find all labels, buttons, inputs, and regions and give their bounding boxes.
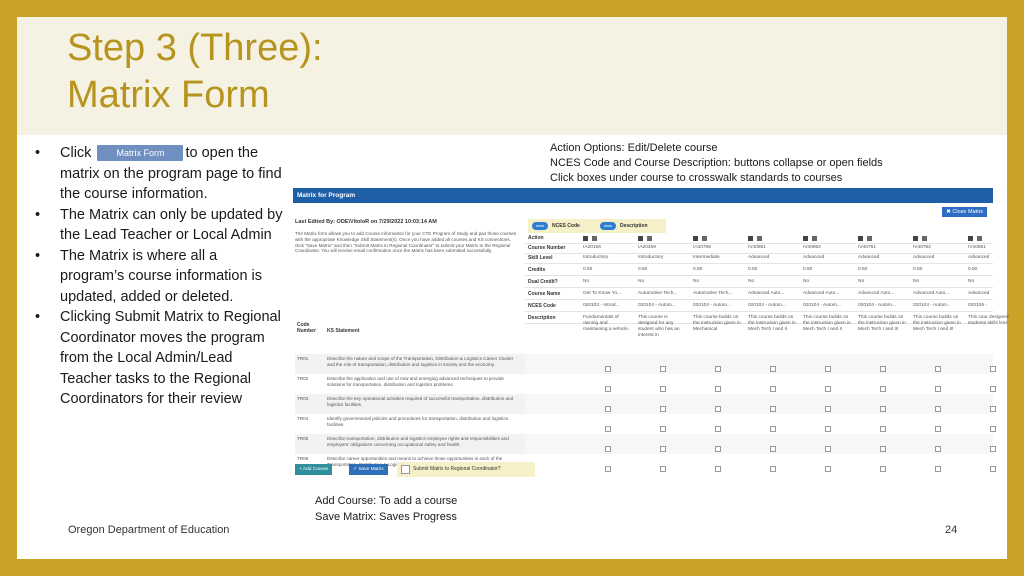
crosswalk-checkbox[interactable] [715,406,721,412]
ks-statement: Describe the nature and scope of the Transportation, Distribution & Logistics Career Cluster and the role of transportation, distribution and logistics in society and the economy. [327,356,514,367]
course-dual: No [803,279,810,284]
course-nces: 020104 - Autom... [913,303,951,308]
course-number: IV40861 [968,245,986,250]
course-dual: No [638,279,645,284]
crosswalk-checkbox[interactable] [880,406,886,412]
course-nces: 020104 - Autom... [638,303,676,308]
course-credits: 0.50 [583,267,593,272]
crosswalk-row [525,414,993,434]
course-credits: 0.50 [748,267,758,272]
slide-title [67,25,323,119]
course-dual: No [858,279,865,284]
crosswalk-checkbox[interactable] [770,366,776,372]
course-level: Intermediate [693,255,720,260]
row-label: Dual Credit? [528,279,558,285]
row-divider [525,253,993,254]
crosswalk-checkbox[interactable] [605,406,611,412]
slide [17,17,1007,559]
ks-row [295,434,525,454]
bullet-list [33,143,283,410]
course-desc: This course builds on the instruction given in Mechanical [693,315,741,332]
description-toggle[interactable]: show [600,222,616,230]
course-desc: This cour designed students skills lear [968,315,1009,326]
course-number: IA20156 [583,245,601,250]
last-edited-text: Last Edited By: ODE\VitoloR on 7/29/2022 10:03:14 AM [295,219,437,225]
crosswalk-checkbox[interactable] [825,406,831,412]
course-credits: 0.50 [803,267,813,272]
crosswalk-checkbox[interactable] [660,466,666,472]
course-dual: No [913,279,920,284]
course-nces: 020103 - Introd... [583,303,620,308]
bullet-4: • Clicking Submit Matrix to Regional Coordinator moves the program from the Local Admin/Lead Teacher tasks to the Regional Coordinators for their review [33,307,283,410]
ks-statement: Identify governmental policies and procedures for transportation, distribution and logistics facilities. [327,416,509,427]
crosswalk-checkbox[interactable] [605,386,611,392]
delete-icon[interactable] [592,236,597,241]
crosswalk-checkbox[interactable] [660,386,666,392]
course-name: Advanced Auto... [858,291,895,296]
matrix-form-button[interactable]: Matrix Form [97,145,183,161]
course-number: IV40762 [913,245,931,250]
description-toggle-label: Description [620,223,648,229]
crosswalk-checkbox[interactable] [990,446,996,452]
course-desc: This course builds on the instruction given in Mech Tech I and III [858,315,906,332]
delete-icon[interactable] [812,236,817,241]
delete-icon[interactable] [922,236,927,241]
crosswalk-checkbox[interactable] [605,446,611,452]
course-number: IA20459 [638,245,656,250]
crosswalk-checkbox[interactable] [770,386,776,392]
course-name: Automotive Tech... [638,291,678,296]
note-save-matrix: Save Matrix: Saves Progress [315,510,457,523]
row-divider [525,299,993,300]
crosswalk-checkbox[interactable] [605,466,611,472]
crosswalk-checkbox[interactable] [770,466,776,472]
course-name: Advanced Auto... [803,291,840,296]
course-desc: Fundamentals of owning and maintaining a vehicle. [583,315,630,332]
course-desc: This course builds on the instruction given in Mech Tech I and II [748,315,796,332]
matrix-title-bar: Matrix for Program [293,188,993,203]
course-credits: 0.50 [638,267,648,272]
intro-text: The Matrix form allows you to add Course information for your CTE Program of Study and pair those courses with the appropriate Knowledge Skill Statement(s). Once you have added all courses and KS connections, click "Save Matrix" and then "Submit Matrix to Regional Coordinator" to submit your Matrix to the Regional Coordinator. You will receive email confirmation once the Matrix has been submitted successfully. [295,231,517,254]
course-level: Introductory [638,255,664,260]
delete-icon[interactable] [867,236,872,241]
crosswalk-checkbox[interactable] [880,466,886,472]
edit-icon[interactable] [693,236,698,241]
ks-row [295,414,525,434]
crosswalk-checkbox[interactable] [715,366,721,372]
course-level: Advanced [748,255,770,260]
note-action-options: Action Options: Edit/Delete course [550,142,718,154]
title-line-1: Step 3 (Three): [67,27,323,69]
ks-code: TR06 [297,456,309,461]
crosswalk-checkbox[interactable] [935,406,941,412]
edit-icon[interactable] [968,236,973,241]
crosswalk-checkbox[interactable] [990,386,996,392]
crosswalk-checkbox[interactable] [935,366,941,372]
edit-icon[interactable] [803,236,808,241]
crosswalk-checkbox[interactable] [605,366,611,372]
crosswalk-checkbox[interactable] [825,466,831,472]
course-level: Advanced [913,255,935,260]
course-number: IA30768 [693,245,711,250]
ks-statement: Describe career opportunities and means to achieve those opportunities in each of the Transportation, [327,456,503,467]
course-dual: No [968,279,975,284]
ks-code: TR03 [297,396,309,401]
crosswalk-checkbox[interactable] [770,446,776,452]
course-nces: 020104 - Autom... [748,303,786,308]
note-click-boxes: Click boxes under course to crosswalk standards to courses [550,172,843,184]
bullet-1-pre: Click [60,145,92,161]
row-divider [525,275,993,276]
crosswalk-checkbox[interactable] [880,366,886,372]
course-number: IV40761 [858,245,876,250]
course-desc: This course is designed for any student who has an interest in [638,315,680,338]
crosswalk-checkbox[interactable] [935,466,941,472]
edit-icon[interactable] [858,236,863,241]
column-toggles [528,219,666,233]
bullet-1-post: to open the matrix on the program page to find the course information. [60,145,282,202]
course-desc: This course builds on the instruction given in Mech Tech I and II [803,315,851,332]
course-name: Advanced Auto... [748,291,785,296]
crosswalk-checkbox[interactable] [990,466,996,472]
bullet-1 [33,143,283,205]
course-nces: 020104 - Autom... [693,303,731,308]
course-dual: No [748,279,755,284]
course-level: Advanced [803,255,825,260]
crosswalk-checkbox[interactable] [715,466,721,472]
course-name: Get To Know Yo... [583,291,622,296]
submit-matrix-label: Submit Matrix to Regional Coordinator? [413,466,501,472]
crosswalk-checkbox[interactable] [935,426,941,432]
row-divider [525,263,993,264]
course-credits: 0.50 [858,267,868,272]
course-dual: No [583,279,590,284]
crosswalk-row [525,354,993,374]
edit-icon[interactable] [638,236,643,241]
course-number: IV40861 [748,245,766,250]
row-label: NCES Code [528,303,556,309]
row-label: Course Number [528,245,566,251]
crosswalk-row [525,434,993,454]
ks-row [295,354,525,374]
ks-code: TR04 [297,416,309,421]
course-level: Advanced [858,255,880,260]
edit-icon[interactable] [583,236,588,241]
nces-toggle-label: NCES Code [552,223,580,229]
title-band [17,17,1007,135]
title-line-2: Matrix Form [67,74,270,116]
crosswalk-checkbox[interactable] [880,446,886,452]
ks-header-statement: KS Statement [327,328,360,334]
crosswalk-checkbox[interactable] [880,426,886,432]
crosswalk-checkbox[interactable] [825,426,831,432]
ks-row [295,394,525,414]
row-label: Skill Level [528,255,553,261]
course-name: Automotive Tech... [693,291,733,296]
course-dual: No [693,279,700,284]
course-credits: 0.50 [913,267,923,272]
row-divider [525,287,993,288]
close-matrix-button[interactable]: ✖ Close Matrix [942,207,987,217]
course-name: Advanced Auto... [913,291,950,296]
crosswalk-checkbox[interactable] [770,406,776,412]
add-course-button[interactable]: + Add Course [295,464,332,475]
save-matrix-button[interactable]: ✓ Save Matrix [349,464,388,475]
crosswalk-row [525,394,993,414]
nces-toggle[interactable]: show [532,222,548,230]
course-number: IV40862 [803,245,821,250]
notes-bottom [315,494,457,525]
course-name: Advanced [968,291,990,296]
edit-icon[interactable] [913,236,918,241]
course-level: Introductory [583,255,609,260]
row-label: Description [528,315,556,321]
crosswalk-checkbox[interactable] [715,386,721,392]
crosswalk-checkbox[interactable] [990,366,996,372]
crosswalk-checkbox[interactable] [660,446,666,452]
crosswalk-checkbox[interactable] [935,386,941,392]
row-divider [525,311,993,312]
bullet-2: • The Matrix can only be updated by the Lead Teacher or Local Admin [33,205,283,246]
page-number: 24 [945,524,958,536]
crosswalk-checkbox[interactable] [990,406,996,412]
crosswalk-checkbox[interactable] [825,366,831,372]
crosswalk-checkbox[interactable] [660,426,666,432]
crosswalk-checkbox[interactable] [660,366,666,372]
crosswalk-checkbox[interactable] [825,446,831,452]
crosswalk-checkbox[interactable] [605,426,611,432]
ks-statement: Describe the application and use of new and emerging advanced techniques to provide solutions for transportation, distribution and logistics problems. [327,376,504,387]
notes-top [550,141,883,186]
edit-icon[interactable] [748,236,753,241]
row-label: Course Name [528,291,561,297]
course-nces: 020106 - [968,303,987,308]
ks-row [295,374,525,394]
ks-code: TR01 [297,356,309,361]
ks-code: TR05 [297,436,309,441]
bullet-3: • The Matrix is where all a program’s course information is updated, added or deleted. [33,246,283,308]
crosswalk-checkbox[interactable] [715,446,721,452]
delete-icon[interactable] [702,236,707,241]
row-divider [525,243,993,244]
submit-matrix-checkbox[interactable] [401,465,410,474]
delete-icon[interactable] [977,236,982,241]
course-credits: 0.50 [968,267,978,272]
ks-code: TR02 [297,376,309,381]
footer-organization: Oregon Department of Education [68,524,230,536]
crosswalk-checkbox[interactable] [825,386,831,392]
crosswalk-checkbox[interactable] [990,426,996,432]
crosswalk-checkbox[interactable] [935,446,941,452]
matrix-screenshot [293,188,1009,484]
note-add-course: Add Course: To add a course [315,495,458,507]
row-label: Action [528,235,544,241]
submit-matrix-option [397,462,535,477]
note-nces-description: NCES Code and Course Description: buttons collapse or open fields [550,157,883,169]
course-desc: This course builds on the instruction given in Mech Tech I and III [913,315,961,332]
ks-statement: Describe transportation, distribution and logistics employee rights and responsibilities and employers' obligations concerning occupational safety and health. [327,436,509,447]
crosswalk-checkbox[interactable] [880,386,886,392]
row-label: Credits [528,267,546,273]
crosswalk-row [525,454,993,474]
crosswalk-checkbox[interactable] [715,426,721,432]
course-nces: 020104 - Autom... [803,303,841,308]
course-nces: 020104 - Autom... [858,303,896,308]
ks-statement: Describe the key operational activities required of successful transportation, distribution and logistics facilities. [327,396,514,407]
delete-icon[interactable] [757,236,762,241]
crosswalk-row [525,374,993,394]
course-level: Advanced [968,255,990,260]
delete-icon[interactable] [647,236,652,241]
ks-header-code: Code Number [297,322,316,334]
course-credits: 0.50 [693,267,703,272]
crosswalk-checkbox[interactable] [770,426,776,432]
crosswalk-checkbox[interactable] [660,406,666,412]
